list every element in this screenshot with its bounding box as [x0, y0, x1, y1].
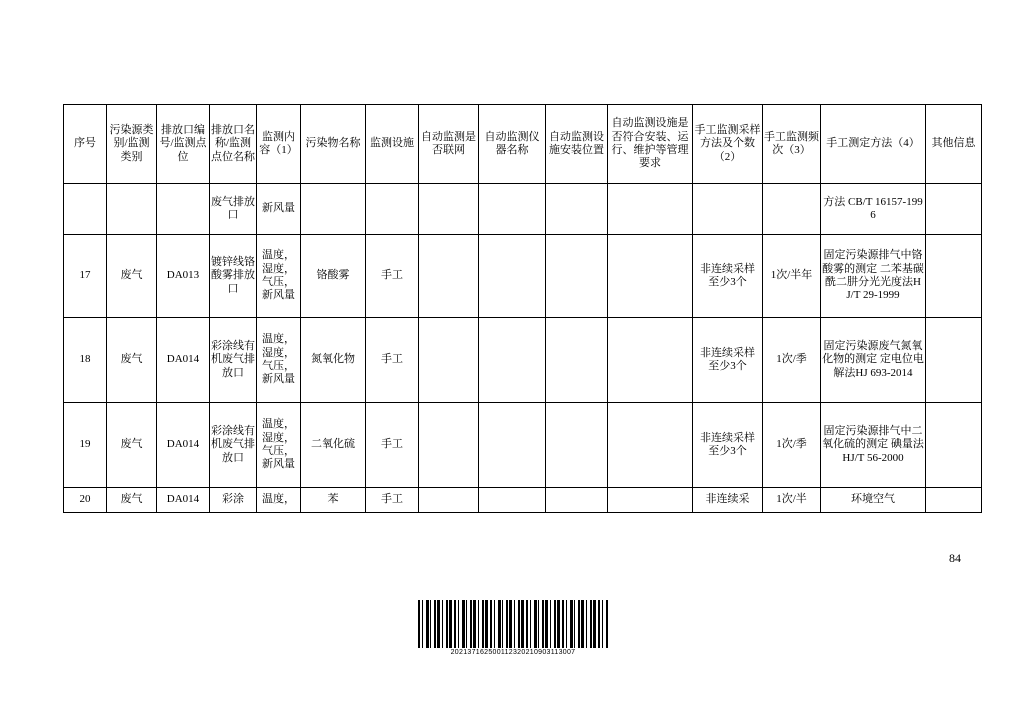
- cell-outlet-name: 彩涂线有机废气排放口: [210, 318, 257, 403]
- cell-serial: [64, 184, 107, 235]
- cell-manual-determination-method: 固定污染源排气中铬酸雾的测定 二苯基碳酰二肼分光光度法HJ/T 29-1999: [821, 235, 926, 318]
- cell-outlet-name: 镀锌线铬酸雾排放口: [210, 235, 257, 318]
- cell-auto-compliance: [608, 488, 693, 513]
- cell-manual-frequency: 1次/半: [763, 488, 821, 513]
- page-number: 84: [949, 551, 961, 565]
- cell-auto-instrument-name: [479, 235, 546, 318]
- cell-monitoring-facility: 手工: [366, 488, 419, 513]
- cell-auto-networked: [419, 318, 479, 403]
- col-header-outlet-code: 排放口编号/监测点位: [157, 105, 210, 184]
- cell-monitoring-facility: [366, 184, 419, 235]
- cell-monitoring-content: 新风量: [257, 184, 301, 235]
- cell-auto-networked: [419, 184, 479, 235]
- col-header-auto-install-location: 自动监测设施安装位置: [546, 105, 608, 184]
- cell-other-info: [926, 184, 982, 235]
- col-header-monitoring-content: 监测内容（1）: [257, 105, 301, 184]
- cell-pollutant-name: 苯: [301, 488, 366, 513]
- cell-auto-compliance: [608, 318, 693, 403]
- cell-auto-networked: [419, 403, 479, 488]
- col-header-auto-compliance: 自动监测设施是否符合安装、运行、维护等管理要求: [608, 105, 693, 184]
- col-header-manual-sampling-method: 手工监测采样方法及个数（2）: [693, 105, 763, 184]
- cell-outlet-name: 彩涂: [210, 488, 257, 513]
- cell-pollution-source-type: 废气: [107, 488, 157, 513]
- cell-auto-install-location: [546, 488, 608, 513]
- col-header-auto-instrument-name: 自动监测仪器名称: [479, 105, 546, 184]
- cell-manual-sampling-method: 非连续采样 至少3个: [693, 403, 763, 488]
- cell-auto-instrument-name: [479, 184, 546, 235]
- cell-auto-install-location: [546, 235, 608, 318]
- cell-auto-instrument-name: [479, 403, 546, 488]
- barcode-caption: 202137162500112320210903113007: [450, 649, 576, 656]
- table-row: [64, 318, 982, 403]
- cell-manual-determination-method: 环境空气: [821, 488, 926, 513]
- cell-pollution-source-type: 废气: [107, 235, 157, 318]
- cell-other-info: [926, 488, 982, 513]
- cell-other-info: [926, 235, 982, 318]
- cell-manual-frequency: 1次/季: [763, 403, 821, 488]
- col-header-outlet-name: 排放口名称/监测点位名称: [210, 105, 257, 184]
- cell-manual-frequency: [763, 184, 821, 235]
- cell-other-info: [926, 318, 982, 403]
- cell-outlet-code: DA014: [157, 488, 210, 513]
- col-header-manual-frequency: 手工监测频次（3）: [763, 105, 821, 184]
- cell-monitoring-content: 温度，: [257, 488, 301, 513]
- cell-outlet-code: DA014: [157, 403, 210, 488]
- table-row: [64, 488, 982, 513]
- cell-auto-networked: [419, 235, 479, 318]
- cell-auto-compliance: [608, 184, 693, 235]
- cell-outlet-name: 废气排放口: [210, 184, 257, 235]
- col-header-serial: 序号: [64, 105, 107, 184]
- cell-serial: 19: [64, 403, 107, 488]
- table-row: [64, 403, 982, 488]
- cell-manual-sampling-method: [693, 184, 763, 235]
- cell-auto-networked: [419, 488, 479, 513]
- cell-manual-sampling-method: 非连续采样 至少3个: [693, 235, 763, 318]
- cell-manual-sampling-method: 非连续采: [693, 488, 763, 513]
- table-row: [64, 184, 982, 235]
- cell-auto-install-location: [546, 403, 608, 488]
- cell-other-info: [926, 403, 982, 488]
- table-row: [64, 235, 982, 318]
- barcode: [418, 600, 608, 656]
- cell-pollutant-name: 二氧化硫: [301, 403, 366, 488]
- col-header-pollution-source-type: 污染源类别/监测类别: [107, 105, 157, 184]
- cell-manual-determination-method: 固定污染源排气中二氧化硫的测定 碘量法 HJ/T 56-2000: [821, 403, 926, 488]
- cell-monitoring-facility: 手工: [366, 235, 419, 318]
- cell-auto-install-location: [546, 184, 608, 235]
- cell-pollution-source-type: 废气: [107, 318, 157, 403]
- barcode-bars: [418, 600, 608, 648]
- cell-monitoring-facility: 手工: [366, 403, 419, 488]
- cell-auto-instrument-name: [479, 488, 546, 513]
- cell-manual-frequency: 1次/半年: [763, 235, 821, 318]
- cell-pollution-source-type: 废气: [107, 403, 157, 488]
- cell-manual-determination-method: 固定污染源废气氮氧化物的测定 定电位电解法HJ 693-2014: [821, 318, 926, 403]
- table-header-row: [64, 105, 982, 184]
- col-header-monitoring-facility: 监测设施: [366, 105, 419, 184]
- cell-serial: 17: [64, 235, 107, 318]
- cell-pollutant-name: 铬酸雾: [301, 235, 366, 318]
- cell-manual-frequency: 1次/季: [763, 318, 821, 403]
- monitoring-table-container: [63, 104, 976, 513]
- cell-outlet-name: 彩涂线有机废气排放口: [210, 403, 257, 488]
- cell-monitoring-facility: 手工: [366, 318, 419, 403]
- cell-pollutant-name: 氮氧化物: [301, 318, 366, 403]
- cell-outlet-code: DA013: [157, 235, 210, 318]
- cell-serial: 20: [64, 488, 107, 513]
- cell-auto-install-location: [546, 318, 608, 403]
- col-header-auto-networked: 自动监测是否联网: [419, 105, 479, 184]
- cell-auto-compliance: [608, 403, 693, 488]
- col-header-manual-determination-method: 手工测定方法（4）: [821, 105, 926, 184]
- cell-serial: 18: [64, 318, 107, 403]
- cell-outlet-code: DA014: [157, 318, 210, 403]
- cell-auto-instrument-name: [479, 318, 546, 403]
- cell-pollutant-name: [301, 184, 366, 235]
- col-header-other-info: 其他信息: [926, 105, 982, 184]
- cell-manual-determination-method: 方法 CB/T 16157-1996: [821, 184, 926, 235]
- cell-monitoring-content: 温度，湿度，气压，新风量: [257, 403, 301, 488]
- cell-auto-compliance: [608, 235, 693, 318]
- cell-monitoring-content: 温度，湿度，气压，新风量: [257, 235, 301, 318]
- cell-outlet-code: [157, 184, 210, 235]
- col-header-pollutant-name: 污染物名称: [301, 105, 366, 184]
- monitoring-table: [63, 104, 982, 513]
- cell-pollution-source-type: [107, 184, 157, 235]
- cell-monitoring-content: 温度，湿度，气压，新风量: [257, 318, 301, 403]
- cell-manual-sampling-method: 非连续采样 至少3个: [693, 318, 763, 403]
